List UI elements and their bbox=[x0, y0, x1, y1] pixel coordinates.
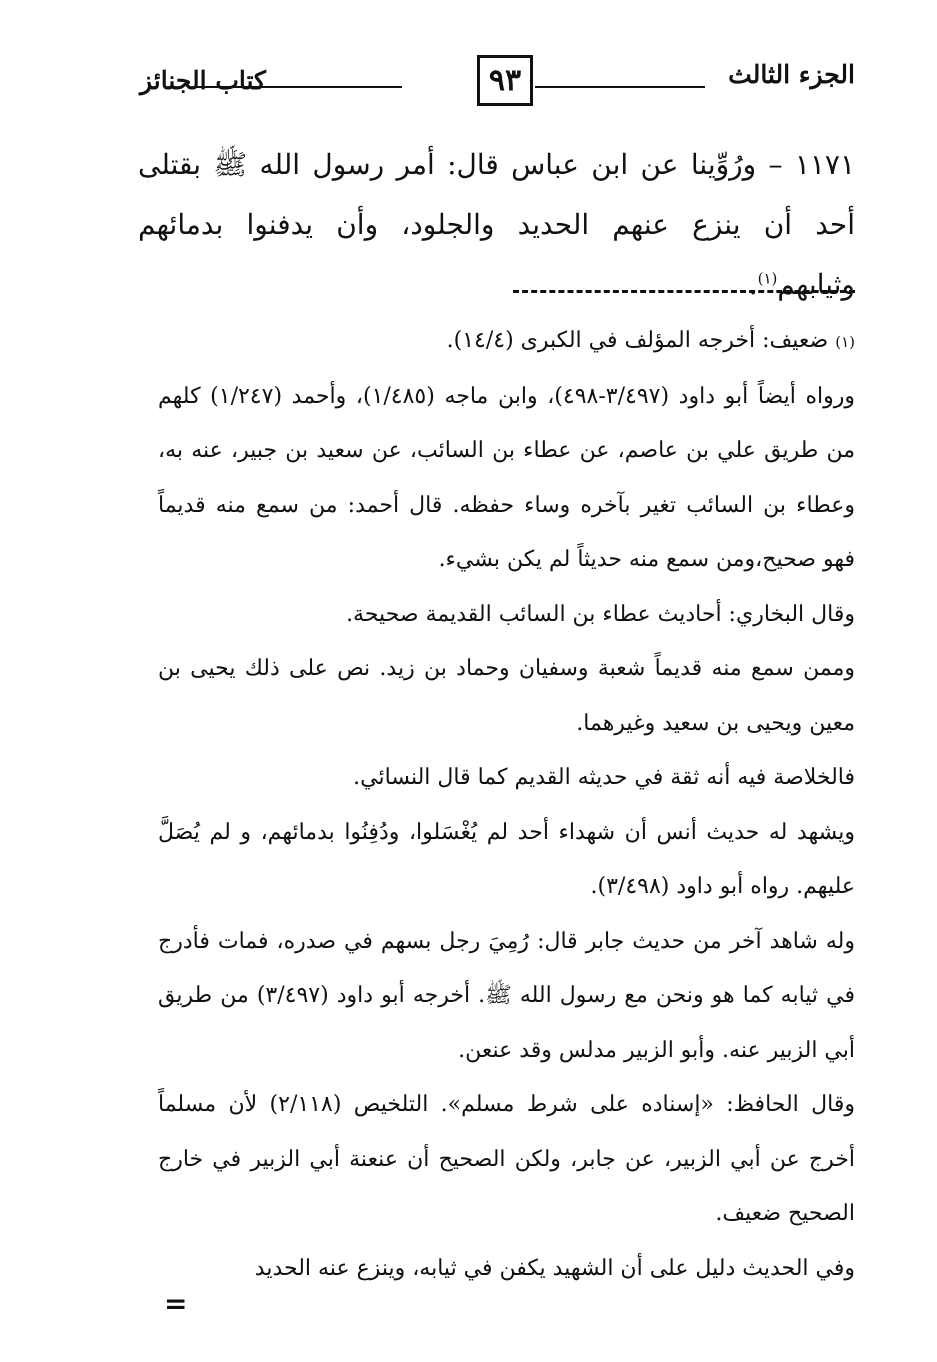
hadith-body: – ورُوِّينا عن ابن عباس قال: أمر رسول الله ﷺ بقتلى أحد أن ينزع عنهم الحديد والجلود، وأن يدفنوا بدمائهم وثيابهم bbox=[138, 148, 855, 301]
footnote-paragraph: وقال البخاري: أحاديث عطاء بن السائب القديمة صحيحة. bbox=[346, 601, 855, 627]
footnote-text: ضعيف: أخرجه المؤلف في الكبرى (١٤/٤). bbox=[446, 328, 829, 353]
footnote-separator bbox=[513, 290, 855, 293]
footnote-marker: (١) bbox=[835, 333, 855, 351]
footnotes bbox=[158, 314, 855, 1296]
footnote-paragraph: ورواه أيضاً أبو داود (٣/٤٩٧-٤٩٨)، وابن ماجه (١/٤٨٥)، وأحمد (١/٢٤٧) كلهم من طريق علي بن عاصم، عن عطاء بن السائب، عن سعيد بن جبير، عنه به، وعطاء بن السائب تغير بآخره وساء حفظه. قال أحمد: من سمع منه قديماً فهو صحيح،ومن سمع منه حديثاً لم يكن بشيء. bbox=[158, 383, 856, 572]
header-rule-right bbox=[535, 86, 705, 88]
footnote-paragraph: وممن سمع منه قديماً شعبة وسفيان وحماد بن زيد. نص على ذلك يحيى بن معين ويحيى بن سعيد وغيرهما. bbox=[158, 656, 855, 736]
footnote-paragraph: وقال الحافظ: «إسناده على شرط مسلم». التلخيص (٢/١١٨) لأن مسلماً أخرج عن أبي الزبير، عن جابر، ولكن الصحيح أن عنعنة أبي الزبير في خارج الصحيح ضعيف. bbox=[158, 1092, 855, 1226]
footnote-reference: (١) bbox=[757, 269, 778, 288]
hadith-end: . bbox=[748, 268, 758, 301]
footnote-paragraph: وله شاهد آخر من حديث جابر قال: رُمِيَ رجل بسهم في صدره، فمات فأدرج في ثيابه كما هو ونحن مع رسول الله ﷺ. أخرجه أبو داود (٣/٤٩٧) من طريق أبي الزبير عنه. وأبو الزبير مدلس وقد عنعن. bbox=[158, 928, 855, 1063]
footnote-paragraph bbox=[158, 314, 855, 370]
continuation-mark: = bbox=[164, 1287, 188, 1320]
footnote-paragraph: فالخلاصة فيه أنه ثقة في حديثه القديم كما قال النسائي. bbox=[353, 765, 855, 790]
hadith-number: ١١٧١ bbox=[794, 148, 855, 181]
hadith-paragraph bbox=[138, 135, 855, 315]
running-header-part: الجزء الثالث bbox=[728, 60, 855, 89]
footnote-paragraph: وفي الحديث دليل على أن الشهيد يكفن في ثيابه، وينزع عنه الحديد bbox=[254, 1255, 855, 1281]
footnote-paragraph: ويشهد له حديث أنس أن شهداء أحد لم يُغْسَلوا، ودُفِنُوا بدمائهم، و لم يُصَلَّ عليهم. رواه أبو داود (٣/٤٩٨). bbox=[158, 819, 855, 899]
page-number: ٩٣ bbox=[477, 55, 533, 106]
running-header-book: كتاب الجنائز bbox=[140, 66, 266, 95]
hadith-text bbox=[138, 135, 855, 315]
